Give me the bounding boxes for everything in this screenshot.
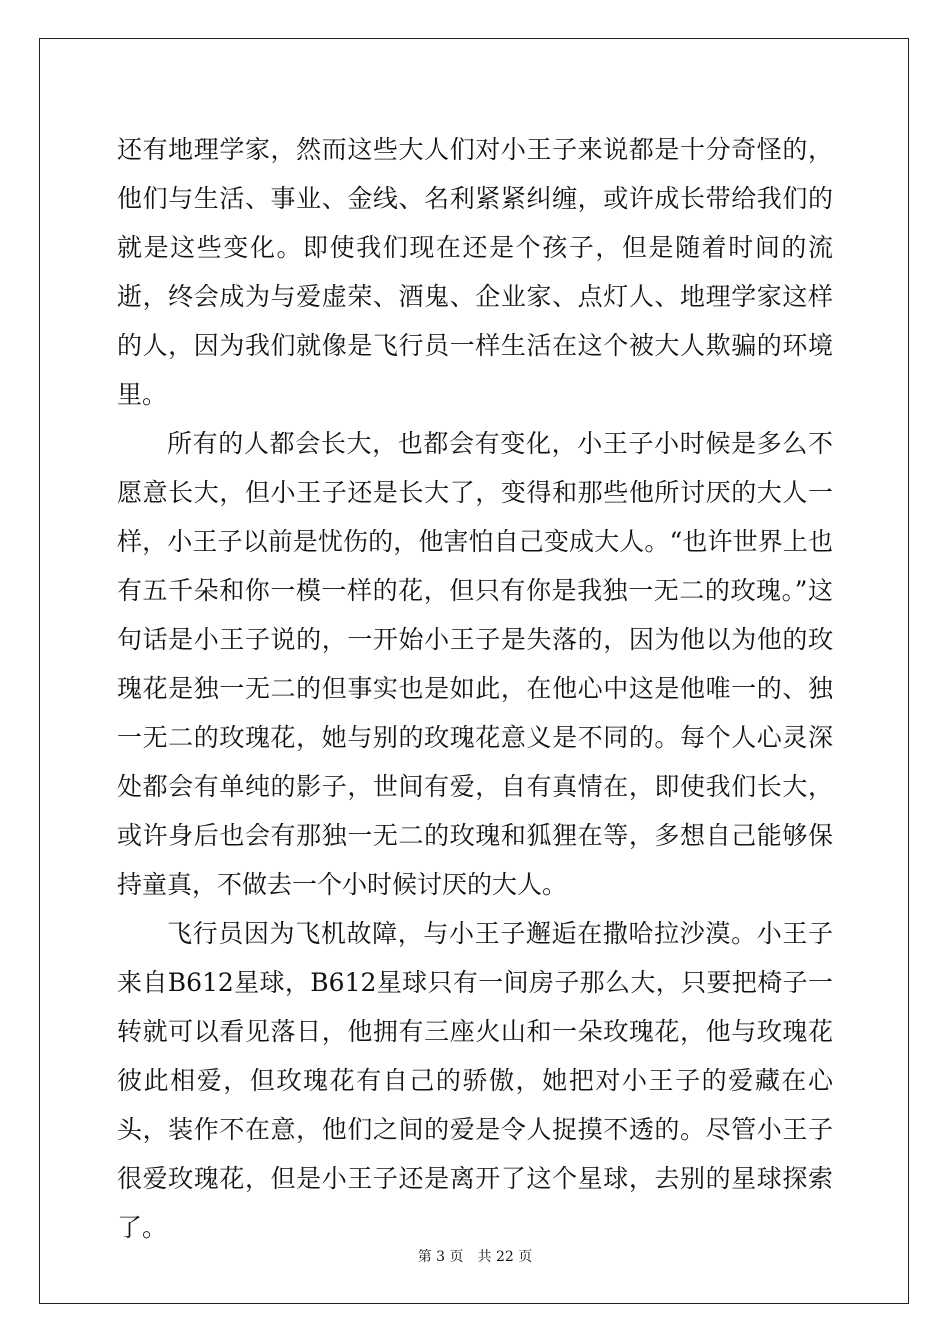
- page-number-footer: 第 3 页 共 22 页: [417, 1249, 533, 1265]
- paragraph-1: 还有地理学家，然而这些大人们对小王子来说都是十分奇怪的，他们与生活、事业、金线、名利紧紧纠缠，或许成长带给我们的就是这些变化。即使我们现在还是个孩子，但是随着时间的流逝，终会成为与爱虚荣、酒鬼、企业家、点灯人、地理学家这样的人，因为我们就像是飞行员一样生活在这个被大人欺骗的环境里。: [117, 135, 833, 409]
- paragraph-2: 所有的人都会长大，也都会有变化，小王子小时候是多么不愿意长大，但小王子还是长大了，变得和那些他所讨厌的大人一样，小王子以前是忧伤的，他害怕自己变成大人。“也许世界上也有五千朵和你一模一样的花，但只有你是我独一无二的玫瑰。”这句话是小王子说的，一开始小王子是失落的，因为他以为他的玫瑰花是独一无二的但事实也是如此，在他心中这是他唯一的、独一无二的玫瑰花，她与别的玫瑰花意义是不同的。每个人心灵深处都会有单纯的影子，世间有爱，自有真情在，即使我们长大，或许身后也会有那独一无二的玫瑰和狐狸在等，多想自己能够保持童真，不做去一个小时候讨厌的大人。: [117, 429, 833, 899]
- document-body: [117, 125, 833, 1252]
- paragraph-3: 飞行员因为飞机故障，与小王子邂逅在撒哈拉沙漠。小王子来自B612星球，B612星球只有一间房子那么大，只要把椅子一转就可以看见落日，他拥有三座火山和一朵玫瑰花，他与玫瑰花彼此相爱，但玫瑰花有自己的骄傲，她把对小王子的爱藏在心头，装作不在意，他们之间的爱是令人捉摸不透的。尽管小王子很爱玫瑰花，但是小王子还是离开了这个星球，去别的星球探索了。: [117, 919, 833, 1242]
